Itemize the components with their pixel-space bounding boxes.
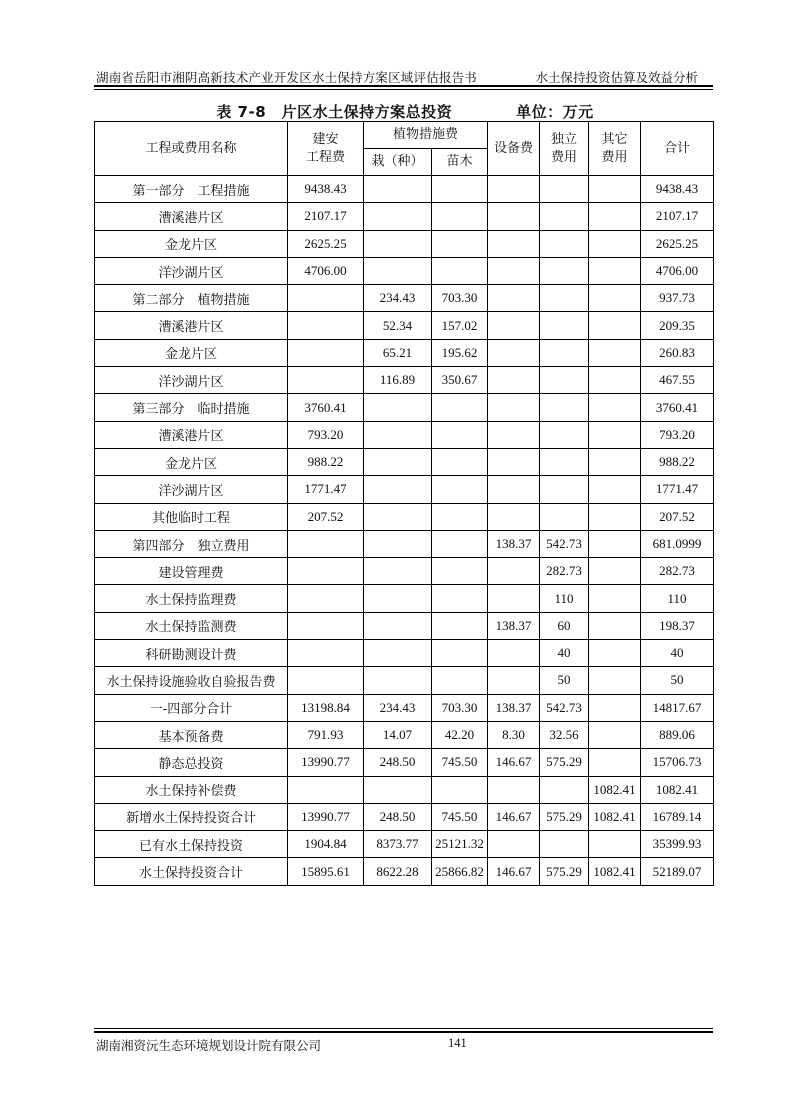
footer-rule-thin: [94, 1028, 713, 1029]
cell-total: 793.20: [641, 421, 714, 448]
cell-construction: 3760.41: [288, 394, 364, 421]
cell-plant-seedling: [432, 667, 488, 694]
cell-equipment: 146.67: [488, 803, 540, 830]
cell-equipment: [488, 585, 540, 612]
table-row: [95, 803, 714, 830]
table-row: [95, 176, 714, 203]
cell-independent: 575.29: [540, 803, 589, 830]
cell-construction: [288, 667, 364, 694]
cell-equipment: 138.37: [488, 612, 540, 639]
cell-equipment: [488, 503, 540, 530]
cell-construction: [288, 530, 364, 557]
table-row: [95, 749, 714, 776]
cell-independent: 32.56: [540, 721, 589, 748]
cell-other: [589, 394, 641, 421]
cell-equipment: [488, 640, 540, 667]
cell-plant-seedling: 195.62: [432, 339, 488, 366]
cell-name: 洋沙湖片区: [95, 257, 288, 284]
table-row: [95, 858, 714, 885]
cell-plant-seedling: [432, 558, 488, 585]
cell-plant-seedling: [432, 530, 488, 557]
cell-construction: [288, 558, 364, 585]
cell-plant-sow: [364, 421, 432, 448]
cell-name: 已有水土保持投资: [95, 831, 288, 858]
cell-total: 16789.14: [641, 803, 714, 830]
cell-plant-seedling: [432, 640, 488, 667]
table-row: [95, 585, 714, 612]
cell-equipment: [488, 367, 540, 394]
cell-other: [589, 640, 641, 667]
cell-plant-seedling: [432, 776, 488, 803]
table-row: [95, 230, 714, 257]
cell-total: 282.73: [641, 558, 714, 585]
cell-plant-sow: 52.34: [364, 312, 432, 339]
cell-name: 金龙片区: [95, 448, 288, 475]
table-row: [95, 257, 714, 284]
cell-other: [589, 312, 641, 339]
cell-other: [589, 203, 641, 230]
cell-name: 漕溪港片区: [95, 203, 288, 230]
cell-plant-sow: [364, 558, 432, 585]
cell-equipment: [488, 448, 540, 475]
cell-plant-seedling: [432, 257, 488, 284]
cell-total: 2625.25: [641, 230, 714, 257]
cell-plant-sow: [364, 667, 432, 694]
cell-plant-sow: [364, 585, 432, 612]
table-row: [95, 667, 714, 694]
cell-equipment: 146.67: [488, 858, 540, 885]
cell-total: 1771.47: [641, 476, 714, 503]
cell-plant-sow: [364, 203, 432, 230]
cell-independent: [540, 831, 589, 858]
cell-independent: 60: [540, 612, 589, 639]
cell-name: 基本预备费: [95, 721, 288, 748]
table-row: [95, 312, 714, 339]
cell-other: [589, 530, 641, 557]
cell-construction: 9438.43: [288, 176, 364, 203]
cell-plant-sow: 65.21: [364, 339, 432, 366]
cell-name: 水土保持补偿费: [95, 776, 288, 803]
col-header-independent-line1: 独立: [551, 131, 578, 147]
table-row: [95, 831, 714, 858]
cell-total: 110: [641, 585, 714, 612]
cell-other: [589, 257, 641, 284]
cell-name: 第二部分 植物措施: [95, 285, 288, 312]
cell-independent: [540, 776, 589, 803]
cell-plant-sow: [364, 394, 432, 421]
cell-name: 漕溪港片区: [95, 421, 288, 448]
cell-independent: 542.73: [540, 694, 589, 721]
cell-plant-seedling: 745.50: [432, 803, 488, 830]
cell-construction: 13198.84: [288, 694, 364, 721]
cell-independent: [540, 421, 589, 448]
cell-plant-seedling: 745.50: [432, 749, 488, 776]
cell-name: 第四部分 独立费用: [95, 530, 288, 557]
cell-construction: [288, 312, 364, 339]
cell-name: 建设管理费: [95, 558, 288, 585]
page-number: 141: [448, 1036, 467, 1050]
cell-construction: 791.93: [288, 721, 364, 748]
cell-plant-sow: [364, 640, 432, 667]
cell-name: 其他临时工程: [95, 503, 288, 530]
cell-construction: 1904.84: [288, 831, 364, 858]
table-row: [95, 448, 714, 475]
cell-name: 水土保持设施验收自验报告费: [95, 667, 288, 694]
cell-total: 4706.00: [641, 257, 714, 284]
cell-other: [589, 230, 641, 257]
cell-total: 209.35: [641, 312, 714, 339]
table-row: [95, 721, 714, 748]
cell-independent: 110: [540, 585, 589, 612]
cell-other: 1082.41: [589, 858, 641, 885]
cell-equipment: 138.37: [488, 694, 540, 721]
cell-other: [589, 421, 641, 448]
cell-name: 新增水土保持投资合计: [95, 803, 288, 830]
col-header-plant-sow: 栽（种）: [364, 149, 432, 176]
cell-plant-sow: 14.07: [364, 721, 432, 748]
cell-independent: [540, 230, 589, 257]
cell-plant-sow: [364, 776, 432, 803]
cell-independent: [540, 476, 589, 503]
table-row: [95, 421, 714, 448]
table-row: [95, 203, 714, 230]
cell-total: 14817.67: [641, 694, 714, 721]
cell-plant-sow: [364, 176, 432, 203]
table-row: [95, 612, 714, 639]
table-row: [95, 476, 714, 503]
cell-equipment: [488, 667, 540, 694]
cell-plant-sow: [364, 257, 432, 284]
table-row: [95, 776, 714, 803]
cell-other: [589, 585, 641, 612]
cell-name: 水土保持投资合计: [95, 858, 288, 885]
cell-construction: 15895.61: [288, 858, 364, 885]
cell-plant-sow: 234.43: [364, 285, 432, 312]
cell-total: 3760.41: [641, 394, 714, 421]
cell-other: [589, 448, 641, 475]
col-header-independent: [540, 122, 589, 176]
cell-equipment: [488, 776, 540, 803]
table-row: [95, 640, 714, 667]
cell-total: 35399.93: [641, 831, 714, 858]
cell-plant-seedling: [432, 421, 488, 448]
cell-other: 1082.41: [589, 776, 641, 803]
col-header-other-line1: 其它: [601, 131, 628, 147]
cell-plant-sow: 8622.28: [364, 858, 432, 885]
investment-table: [94, 121, 714, 886]
cell-construction: 1771.47: [288, 476, 364, 503]
footer-rule-thick: [94, 1031, 713, 1033]
table-body: [95, 176, 714, 886]
cell-plant-seedling: 703.30: [432, 694, 488, 721]
cell-equipment: [488, 230, 540, 257]
cell-total: 937.73: [641, 285, 714, 312]
cell-plant-sow: [364, 503, 432, 530]
col-header-plant: 植物措施费: [364, 122, 488, 149]
cell-plant-seedling: 25121.32: [432, 831, 488, 858]
cell-plant-sow: 248.50: [364, 749, 432, 776]
cell-plant-seedling: [432, 176, 488, 203]
cell-plant-sow: 234.43: [364, 694, 432, 721]
cell-total: 2107.17: [641, 203, 714, 230]
cell-total: 9438.43: [641, 176, 714, 203]
cell-plant-seedling: 25866.82: [432, 858, 488, 885]
cell-name: 第三部分 临时措施: [95, 394, 288, 421]
cell-construction: 988.22: [288, 448, 364, 475]
cell-equipment: 8.30: [488, 721, 540, 748]
cell-equipment: [488, 831, 540, 858]
cell-independent: [540, 503, 589, 530]
cell-other: [589, 176, 641, 203]
cell-independent: 282.73: [540, 558, 589, 585]
cell-other: [589, 749, 641, 776]
cell-total: 1082.41: [641, 776, 714, 803]
table-row: [95, 367, 714, 394]
cell-plant-seedling: [432, 476, 488, 503]
cell-plant-seedling: [432, 448, 488, 475]
cell-total: 52189.07: [641, 858, 714, 885]
header-rule-thick: [94, 85, 713, 87]
cell-other: [589, 721, 641, 748]
footer-company: 湖南湘资沅生态环境规划设计院有限公司: [96, 1038, 322, 1053]
cell-equipment: [488, 176, 540, 203]
cell-construction: [288, 640, 364, 667]
cell-equipment: [488, 312, 540, 339]
col-header-name: 工程或费用名称: [95, 122, 288, 176]
cell-independent: [540, 367, 589, 394]
cell-other: [589, 667, 641, 694]
cell-plant-sow: 8373.77: [364, 831, 432, 858]
cell-equipment: [488, 476, 540, 503]
cell-other: [589, 367, 641, 394]
cell-other: [589, 503, 641, 530]
cell-total: 50: [641, 667, 714, 694]
cell-plant-seedling: [432, 394, 488, 421]
cell-independent: 542.73: [540, 530, 589, 557]
col-header-construction-line2: 工程费: [305, 149, 345, 165]
cell-construction: 207.52: [288, 503, 364, 530]
cell-equipment: [488, 285, 540, 312]
cell-construction: 2107.17: [288, 203, 364, 230]
table-caption: 表 7-8 片区水土保持方案总投资: [216, 103, 453, 121]
cell-construction: [288, 776, 364, 803]
col-header-construction-line1: 建安: [312, 131, 339, 147]
cell-independent: [540, 312, 589, 339]
cell-equipment: [488, 339, 540, 366]
cell-independent: 40: [540, 640, 589, 667]
cell-plant-seedling: [432, 230, 488, 257]
cell-equipment: 146.67: [488, 749, 540, 776]
cell-independent: [540, 394, 589, 421]
header-rule-thin: [94, 89, 713, 90]
cell-plant-seedling: [432, 203, 488, 230]
cell-plant-seedling: 42.20: [432, 721, 488, 748]
cell-plant-sow: [364, 612, 432, 639]
table-row: [95, 285, 714, 312]
cell-construction: 2625.25: [288, 230, 364, 257]
cell-construction: [288, 285, 364, 312]
cell-construction: [288, 367, 364, 394]
cell-plant-seedling: 703.30: [432, 285, 488, 312]
cell-plant-seedling: [432, 503, 488, 530]
cell-plant-seedling: 157.02: [432, 312, 488, 339]
cell-name: 金龙片区: [95, 339, 288, 366]
cell-total: 40: [641, 640, 714, 667]
cell-name: 静态总投资: [95, 749, 288, 776]
cell-name: 漕溪港片区: [95, 312, 288, 339]
cell-independent: 575.29: [540, 749, 589, 776]
cell-other: [589, 558, 641, 585]
cell-plant-sow: 116.89: [364, 367, 432, 394]
header-section-title: 水土保持投资估算及效益分析: [535, 70, 698, 85]
cell-other: [589, 339, 641, 366]
cell-equipment: [488, 558, 540, 585]
header-document-title: 湖南省岳阳市湘阴高新技术产业开发区水土保持方案区域评估报告书: [96, 70, 478, 85]
table-row: [95, 530, 714, 557]
cell-plant-seedling: [432, 612, 488, 639]
col-header-equipment: 设备费: [488, 122, 540, 176]
table-row: [95, 394, 714, 421]
cell-name: 洋沙湖片区: [95, 476, 288, 503]
cell-construction: [288, 339, 364, 366]
cell-other: [589, 285, 641, 312]
cell-plant-sow: [364, 530, 432, 557]
cell-independent: 50: [540, 667, 589, 694]
cell-other: [589, 831, 641, 858]
cell-name: 金龙片区: [95, 230, 288, 257]
cell-independent: [540, 257, 589, 284]
cell-plant-sow: 248.50: [364, 803, 432, 830]
table-unit: 单位：万元: [516, 103, 594, 121]
cell-construction: 4706.00: [288, 257, 364, 284]
cell-total: 681.0999: [641, 530, 714, 557]
cell-equipment: [488, 257, 540, 284]
cell-name: 科研勘测设计费: [95, 640, 288, 667]
cell-construction: [288, 612, 364, 639]
cell-total: 207.52: [641, 503, 714, 530]
cell-construction: 13990.77: [288, 803, 364, 830]
cell-name: 洋沙湖片区: [95, 367, 288, 394]
col-header-total: 合计: [641, 122, 714, 176]
cell-name: 一-四部分合计: [95, 694, 288, 721]
cell-total: 467.55: [641, 367, 714, 394]
cell-name: 第一部分 工程措施: [95, 176, 288, 203]
cell-other: [589, 476, 641, 503]
cell-total: 198.37: [641, 612, 714, 639]
cell-independent: 575.29: [540, 858, 589, 885]
cell-total: 889.06: [641, 721, 714, 748]
cell-construction: 13990.77: [288, 749, 364, 776]
cell-other: 1082.41: [589, 803, 641, 830]
cell-plant-sow: [364, 448, 432, 475]
cell-equipment: [488, 421, 540, 448]
cell-other: [589, 694, 641, 721]
cell-name: 水土保持监理费: [95, 585, 288, 612]
cell-total: 988.22: [641, 448, 714, 475]
cell-plant-seedling: 350.67: [432, 367, 488, 394]
cell-plant-seedling: [432, 585, 488, 612]
table-row: [95, 339, 714, 366]
cell-other: [589, 612, 641, 639]
cell-name: 水土保持监测费: [95, 612, 288, 639]
cell-construction: [288, 585, 364, 612]
col-header-construction: [288, 122, 364, 176]
table-row: [95, 558, 714, 585]
cell-construction: 793.20: [288, 421, 364, 448]
cell-plant-sow: [364, 230, 432, 257]
cell-total: 15706.73: [641, 749, 714, 776]
cell-total: 260.83: [641, 339, 714, 366]
table-title: [95, 101, 715, 122]
cell-equipment: [488, 203, 540, 230]
cell-equipment: [488, 394, 540, 421]
cell-independent: [540, 448, 589, 475]
cell-independent: [540, 203, 589, 230]
table-row: [95, 694, 714, 721]
col-header-other-line2: 费用: [601, 149, 628, 165]
cell-plant-sow: [364, 476, 432, 503]
table-row: [95, 503, 714, 530]
cell-independent: [540, 176, 589, 203]
cell-independent: [540, 285, 589, 312]
col-header-other: [589, 122, 641, 176]
cell-equipment: 138.37: [488, 530, 540, 557]
col-header-plant-seedling: 苗木: [432, 149, 488, 176]
col-header-independent-line2: 费用: [551, 149, 578, 165]
cell-independent: [540, 339, 589, 366]
